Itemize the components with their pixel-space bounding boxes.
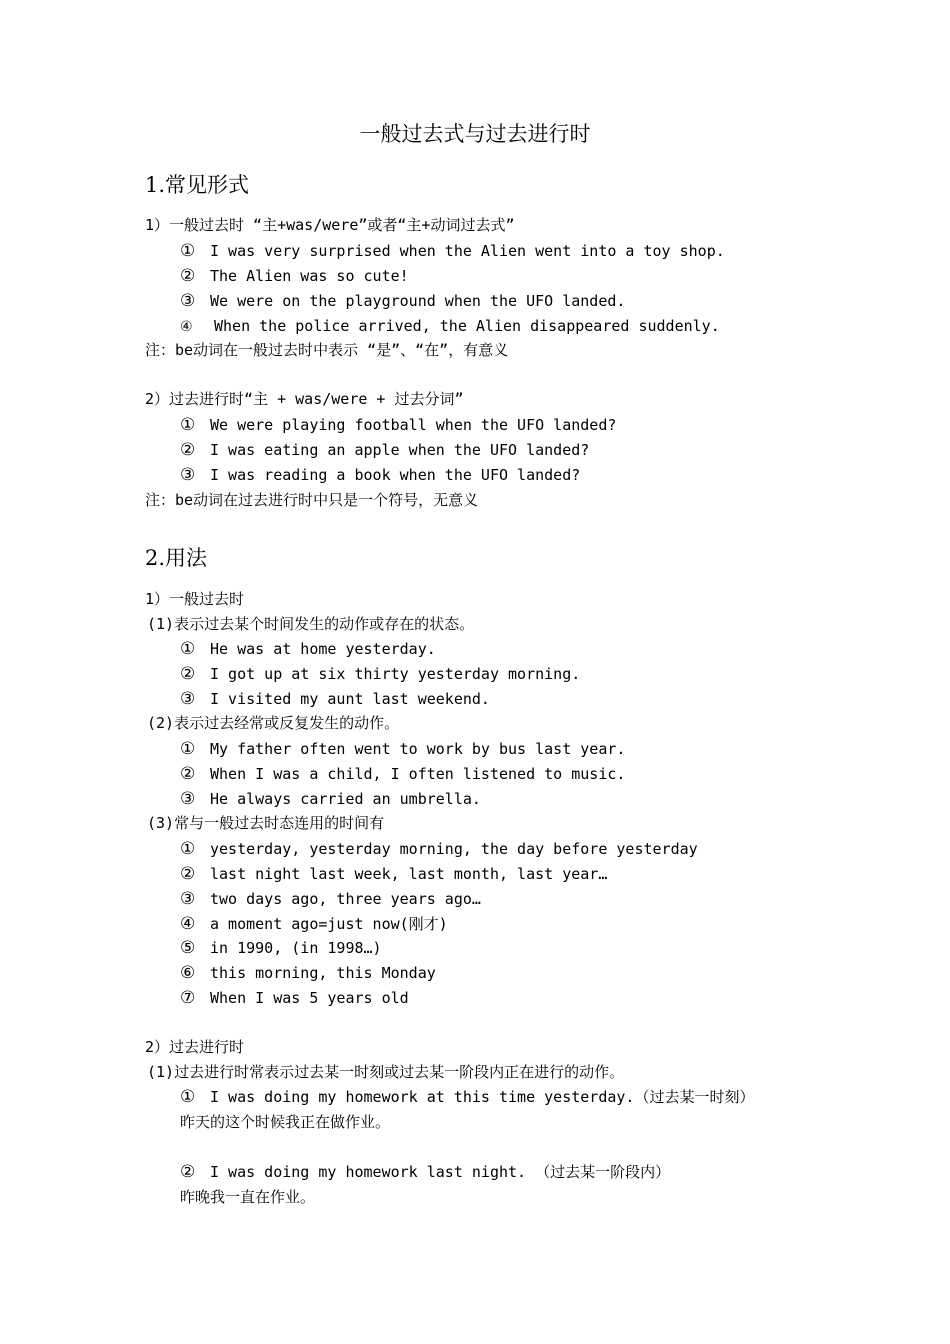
section-heading-usage: 2.用法	[145, 546, 208, 570]
list-item	[180, 962, 436, 984]
item-number: ③	[180, 789, 196, 809]
item-number: ②	[180, 864, 196, 884]
item-text: in 1990, (in 1998…)	[210, 939, 382, 957]
list-item	[180, 663, 580, 685]
list-item	[180, 913, 448, 935]
item-text: I was doing my homework last night. （过去某一阶段内）	[210, 1163, 671, 1181]
item-text: I was very surprised when the Alien went into a toy shop.	[210, 242, 725, 260]
section-heading-forms: 1.常见形式	[145, 173, 250, 197]
item-number: ②	[180, 440, 196, 460]
list-item	[180, 290, 625, 312]
list-item	[180, 1161, 670, 1183]
list-item	[180, 638, 436, 660]
list-item	[180, 240, 725, 262]
usage-point-heading: (1)表示过去某个时间发生的动作或存在的状态。	[147, 615, 475, 633]
item-text: The Alien was so cute!	[210, 267, 409, 285]
item-number: ②	[180, 664, 196, 684]
item-number: ②	[180, 266, 196, 286]
item-number: ①	[180, 839, 196, 859]
list-item	[180, 937, 382, 959]
item-number: ①	[180, 241, 196, 261]
subsection-heading-simple-past: 1）一般过去时	[145, 590, 245, 608]
item-text: yesterday, yesterday morning, the day before yesterday	[210, 840, 698, 858]
list-item	[180, 414, 616, 436]
note: 注：be动词在一般过去时中表示 “是”、“在”，有意义	[145, 341, 509, 359]
list-item	[180, 888, 481, 910]
item-text: this morning, this Monday	[210, 964, 436, 982]
item-text: I was doing my homework at this time yesterday.（过去某一时刻）	[210, 1088, 755, 1106]
item-text: When I was 5 years old	[210, 989, 409, 1007]
item-number: ②	[180, 1162, 196, 1182]
item-number: ③	[180, 889, 196, 909]
item-number: ⑦	[180, 988, 196, 1008]
item-number: ①	[180, 1087, 196, 1107]
item-number: ④	[180, 914, 196, 934]
item-text: When I was a child, I often listened to music.	[210, 765, 626, 783]
item-number: ③	[180, 291, 196, 311]
usage-point-heading: (2)表示过去经常或反复发生的动作。	[147, 714, 400, 732]
item-text: a moment ago=just now(刚才)	[210, 915, 448, 933]
item-text: He always carried an umbrella.	[210, 790, 481, 808]
item-text: When the police arrived, the Alien disappeared suddenly.	[214, 317, 720, 335]
item-text: We were playing football when the UFO landed?	[210, 416, 617, 434]
item-number: ③	[180, 689, 196, 709]
item-number: ①	[180, 739, 196, 759]
page-title: 一般过去式与过去进行时	[359, 122, 591, 146]
item-text: I got up at six thirty yesterday morning.	[210, 665, 581, 683]
usage-point-heading: (1)过去进行时常表示过去某一时刻或过去某一阶段内正在进行的动作。	[147, 1063, 625, 1081]
item-number: ②	[180, 764, 196, 784]
list-item	[180, 688, 490, 710]
item-text: last night last week, last month, last year…	[210, 865, 608, 883]
item-number: ①	[180, 415, 196, 435]
usage-point-heading: (3)常与一般过去时态连用的时间有	[147, 814, 385, 832]
list-item	[180, 1086, 754, 1108]
item-text: He was at home yesterday.	[210, 640, 436, 658]
item-number: ③	[180, 465, 196, 485]
list-item	[180, 738, 625, 760]
subsection-heading-past-continuous-form: 2）过去进行时“主 + was/were + 过去分词”	[145, 390, 464, 408]
subsection-heading-simple-past-form: 1）一般过去时 “主+was/were”或者“主+动词过去式”	[145, 216, 515, 234]
list-item	[180, 863, 607, 885]
item-number: ⑥	[180, 963, 196, 983]
note: 注：be动词在过去进行时中只是一个符号，无意义	[145, 491, 479, 509]
item-text: two days ago, three years ago…	[210, 890, 481, 908]
list-item	[180, 439, 589, 461]
list-item	[180, 987, 409, 1009]
item-number: ⑤	[180, 938, 196, 958]
list-item	[180, 315, 720, 338]
item-number: ①	[180, 639, 196, 659]
list-item	[180, 265, 409, 287]
translation-line: 昨天的这个时候我正在做作业。	[180, 1113, 391, 1131]
item-text: I visited my aunt last weekend.	[210, 690, 490, 708]
list-item	[180, 838, 698, 860]
item-number: ④	[180, 319, 193, 335]
item-text: My father often went to work by bus last year.	[210, 740, 626, 758]
translation-line: 昨晚我一直在作业。	[180, 1188, 316, 1206]
list-item	[180, 763, 625, 785]
item-text: We were on the playground when the UFO landed.	[210, 292, 626, 310]
item-text: I was eating an apple when the UFO landed?	[210, 441, 590, 459]
item-text: I was reading a book when the UFO landed?	[210, 466, 581, 484]
list-item	[180, 464, 580, 486]
subsection-heading-past-continuous: 2）过去进行时	[145, 1038, 245, 1056]
list-item	[180, 788, 481, 810]
